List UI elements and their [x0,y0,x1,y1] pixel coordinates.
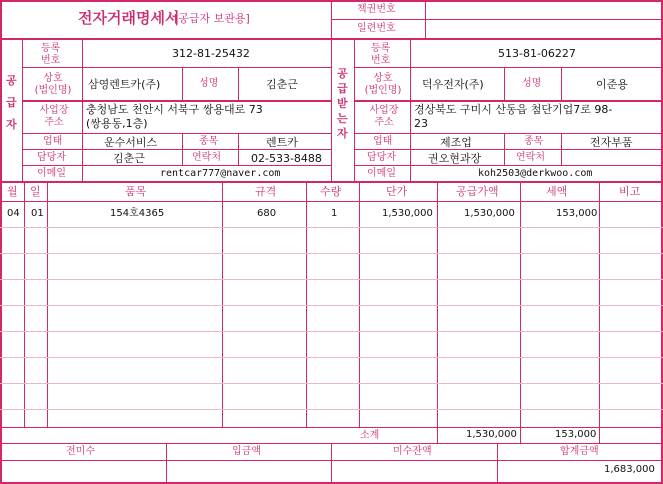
supplier-manager-label: 담당자 [37,152,66,163]
buyer-reg-no: 513-81-06227 [498,47,576,60]
col-header-item: 품목 [125,185,147,198]
supplier-phone: 02-533-8488 [251,152,322,165]
buyer-manager-label: 담당자 [367,152,396,163]
col-header-unit-price: 단가 [386,185,408,198]
row-supply: 1,530,000 [464,208,515,219]
supplier-email-label: 이메일 [37,168,66,179]
buyer-ceo-label: 성명 [522,78,542,89]
supplier-ceo: 김춘근 [266,78,298,91]
buyer-address-line1: 경상북도 구미시 산동읍 첨단기업7로 98- [414,103,613,116]
supplier-company-label: 상호 (법인명) [34,73,72,96]
supplier-ceo-label: 성명 [199,78,219,89]
row-spec: 680 [257,208,277,219]
supplier-manager: 김춘근 [113,152,145,165]
buyer-side-label: 공 급 받 는 자 [337,67,348,140]
col-header-day: 일 [30,185,41,198]
row-qty: 1 [331,208,338,219]
buyer-phone-label: 연락처 [516,152,545,163]
grand-total-value: 1,683,000 [604,464,655,475]
supplier-biz-item-label: 종목 [199,136,219,147]
col-header-spec: 규격 [255,185,277,198]
deposit-label: 입금액 [232,446,261,457]
buyer-biz-type-label: 업태 [373,136,393,147]
col-header-qty: 수량 [320,185,342,198]
buyer-email: koh2503@derkwoo.com [478,168,593,179]
row-unit-price: 1,530,000 [382,208,433,219]
book-no-label: 책권번호 [357,4,396,15]
copy-label: [공급자 보관용] [174,12,250,25]
col-header-note: 비고 [619,185,641,198]
buyer-biz-type: 제조업 [440,136,472,149]
buyer-manager: 권오현과장 [428,152,482,165]
supplier-company: 삼영렌트카(주) [88,78,161,91]
buyer-biz-item: 전자부품 [590,136,633,149]
supplier-biz-type: 운수서비스 [104,136,158,149]
buyer-company-label: 상호 (법인명) [364,73,402,96]
supplier-biz-type-label: 업태 [43,136,63,147]
supplier-biz-item: 렌트카 [266,136,298,149]
subtotal-tax: 153,000 [555,429,597,440]
prev-unpaid-label: 전미수 [66,446,95,457]
buyer-biz-item-label: 종목 [524,136,544,147]
col-header-tax: 세액 [546,185,568,198]
grand-total-label: 합계금액 [560,446,599,457]
supplier-reg-no: 312-81-25432 [172,47,250,60]
row-tax: 153,000 [556,208,598,219]
col-header-supply: 공급가액 [456,185,499,198]
document-title: 전자거래명세서 [78,9,180,27]
buyer-email-label: 이메일 [367,168,396,179]
supplier-phone-label: 연락처 [192,152,221,163]
supplier-reg-no-label: 등록 번호 [41,43,61,66]
subtotal-supply: 1,530,000 [466,429,517,440]
supplier-address-label: 사업장 주소 [39,105,69,128]
buyer-ceo: 이준용 [596,78,628,91]
balance-label: 미수잔액 [393,446,432,457]
supplier-address-line2: (쌍용동,1층) [86,117,148,130]
buyer-company: 덕우전자(주) [422,78,484,91]
col-header-month: 월 [7,185,18,198]
serial-no-label: 일련번호 [357,23,396,34]
supplier-address-line1: 충청남도 천안시 서북구 쌍용대로 73 [86,103,263,116]
buyer-address-label: 사업장 주소 [369,105,399,128]
supplier-email: rentcar777@naver.com [160,168,281,179]
supplier-side-label: 공 급 자 [6,74,17,131]
row-month: 04 [7,208,20,219]
buyer-reg-no-label: 등록 번호 [371,43,391,66]
subtotal-label: 소계 [360,430,380,441]
row-item: 154호4365 [110,208,165,219]
row-day: 01 [31,208,44,219]
buyer-address-line2: 23 [414,117,428,130]
